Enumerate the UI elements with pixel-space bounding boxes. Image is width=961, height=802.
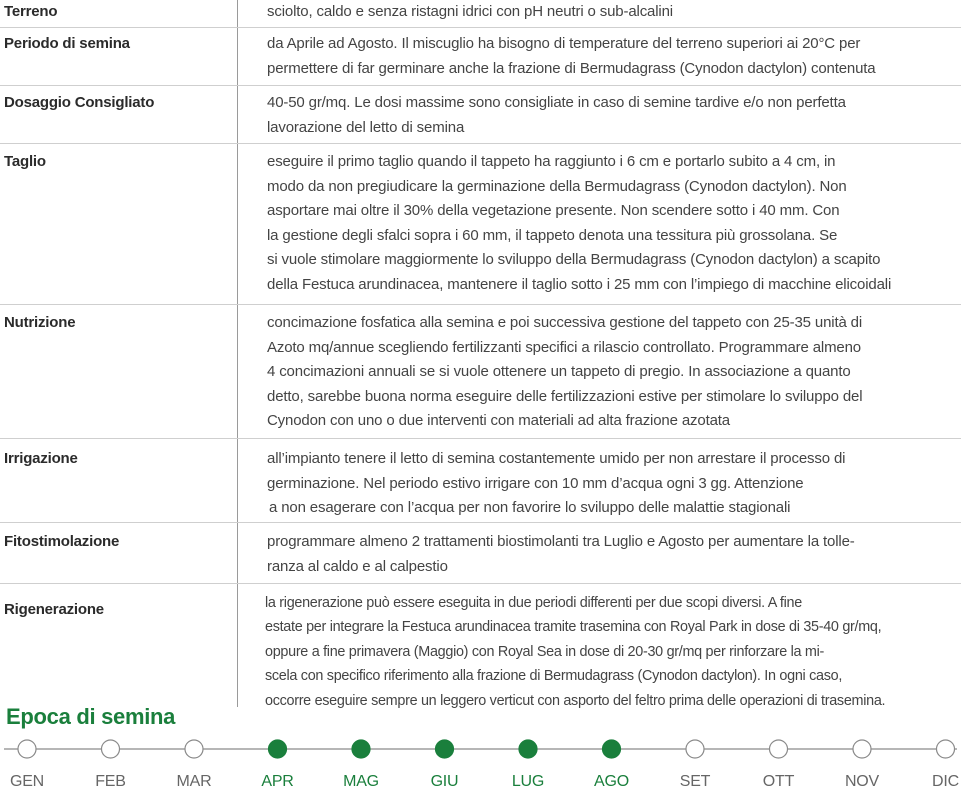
month-marker-feb (102, 740, 120, 758)
month-marker-mar (185, 740, 203, 758)
text-line: estate per integrare la Festuca arundinacea tramite trasemina con Royal Park in dose di 35-40 gr/mq, (265, 619, 882, 636)
text-line: permettere di far germinare anche la frazione di Bermudagrass (Cynodon dactylon) contenuta (267, 59, 876, 77)
text-line: ranza al caldo e al calpestio (267, 557, 448, 575)
column-divider (237, 305, 238, 438)
row-text (265, 591, 945, 713)
row-label: Irrigazione (4, 450, 78, 467)
text-line: della Festuca arundinacea, mantenere il taglio sotto i 25 mm con l’impiego di macchine elicoidali (267, 275, 892, 293)
month-label-giu: GIU (430, 773, 459, 790)
row-terreno (0, 0, 961, 28)
text-line: detto, sarebbe buona norma eseguire delle fertilizzazioni estive per stimolare lo sviluppo del (267, 387, 863, 405)
row-label: Periodo di semina (4, 35, 130, 52)
text-line: sciolto, caldo e senza ristagni idrici con pH neutri o sub-alcalini (267, 3, 673, 20)
month-marker-lug (519, 740, 537, 758)
month-label-lug: LUG (511, 773, 545, 790)
month-label-ott: OTT (762, 773, 795, 790)
month-label-mar: MAR (176, 773, 212, 790)
row-label: Taglio (4, 153, 46, 170)
text-line: concimazione fosfatica alla semina e poi successiva gestione del tappeto con 25-35 unità di (267, 314, 863, 331)
row-irrigazione (0, 439, 961, 523)
row-periodo-di-semina (0, 28, 961, 86)
row-text (267, 311, 947, 434)
month-label-gen: GEN (9, 773, 45, 790)
row-dosaggio-consigliato (0, 86, 961, 144)
column-divider (237, 439, 238, 522)
text-line: si vuole stimolare maggiormente lo sviluppo della Bermudagrass (Cynodon dactylon) a scapito (267, 251, 881, 269)
row-text (267, 530, 947, 579)
row-text (267, 447, 947, 521)
sowing-timeline (0, 735, 961, 802)
month-marker-mag (352, 740, 370, 758)
month-marker-ott (770, 740, 788, 758)
row-text (267, 32, 947, 81)
month-label-apr: APR (261, 773, 294, 790)
timeline-graphic (0, 735, 961, 771)
row-label: Dosaggio Consigliato (4, 94, 155, 111)
month-marker-nov (853, 740, 871, 758)
text-line: occorre eseguire sempre un leggero verticut con asporto del feltro prima delle operazioni di trasemina. (265, 692, 886, 709)
month-label-feb: FEB (95, 773, 126, 790)
month-label-dic: DIC (932, 773, 959, 790)
month-label-mag: MAG (343, 773, 379, 790)
month-marker-gen (18, 740, 36, 758)
column-divider (237, 144, 238, 304)
month-marker-ago (603, 740, 621, 758)
text-line: scela con specifico riferimento alla frazione di Bermudagrass (Cynodon dactylon). In ogni caso, (265, 668, 843, 685)
column-divider (237, 584, 238, 707)
row-label: Fitostimolazione (4, 533, 120, 550)
row-text (267, 91, 947, 140)
text-line: la rigenerazione può essere eseguita in due periodi differenti per due scopi diversi. A fine (265, 595, 802, 611)
text-line: asportare mai oltre il 30% della vegetazione presente. Non scendere sotto i 40 mm. Con (267, 202, 840, 220)
row-label: Nutrizione (4, 314, 76, 331)
row-text (267, 150, 947, 298)
epoca-di-semina-title: Epoca di semina (6, 704, 176, 729)
column-divider (237, 0, 238, 27)
month-marker-set (686, 740, 704, 758)
text-line: all’impianto tenere il letto di semina costantemente umido per non arrestare il processo di (267, 450, 846, 467)
month-label-nov: NOV (844, 773, 880, 790)
row-label: Terreno (4, 3, 58, 20)
text-line: modo da non pregiudicare la germinazione della Bermudagrass (Cynodon dactylon). Non (267, 177, 847, 195)
row-text (267, 0, 947, 25)
row-label: Rigenerazione (4, 601, 104, 618)
text-line: a non esagerare con l’acqua per non favorire lo sviluppo delle malattie stagionali (269, 499, 791, 517)
month-label-ago: AGO (594, 773, 629, 790)
row-taglio (0, 144, 961, 305)
row-rigenerazione (0, 584, 961, 707)
text-line: la gestione degli sfalci sopra i 60 mm, il tappeto denota una tessitura più grossolana. Se (267, 226, 838, 244)
column-divider (237, 28, 238, 85)
month-marker-dic (937, 740, 955, 758)
column-divider (237, 86, 238, 143)
text-line: germinazione. Nel periodo estivo irrigare con 10 mm d’acqua ogni 3 gg. Attenzione (267, 474, 804, 492)
text-line: oppure a fine primavera (Maggio) con Royal Sea in dose di 20-30 gr/mq per rinforzare la mi- (265, 643, 825, 660)
month-marker-giu (436, 740, 454, 758)
text-line: da Aprile ad Agosto. Il miscuglio ha bisogno di temperature del terreno superiori ai 20°C per (267, 35, 861, 52)
column-divider (237, 523, 238, 583)
month-label-set: SET (679, 773, 711, 790)
text-line: programmare almeno 2 trattamenti biostimolanti tra Luglio e Agosto per aumentare la tolle- (267, 533, 855, 550)
text-line: lavorazione del letto di semina (267, 118, 465, 136)
text-line: 4 concimazioni annuali se si vuole ottenere un tappeto di pregio. In associazione a quanto (267, 363, 851, 381)
text-line: Azoto mq/annue scegliendo fertilizzanti specifici a rilascio controllato. Programmare almeno (267, 338, 861, 356)
text-line: Cynodon con uno o due interventi con materiali ad alta frazione azotata (267, 412, 730, 430)
row-nutrizione (0, 305, 961, 439)
month-marker-apr (269, 740, 287, 758)
text-line: 40-50 gr/mq. Le dosi massime sono consigliate in caso di semine tardive e/o non perfetta (267, 94, 846, 111)
text-line: eseguire il primo taglio quando il tappeto ha raggiunto i 6 cm e portarlo subito a 4 cm, in (267, 153, 836, 170)
row-fitostimolazione (0, 523, 961, 584)
